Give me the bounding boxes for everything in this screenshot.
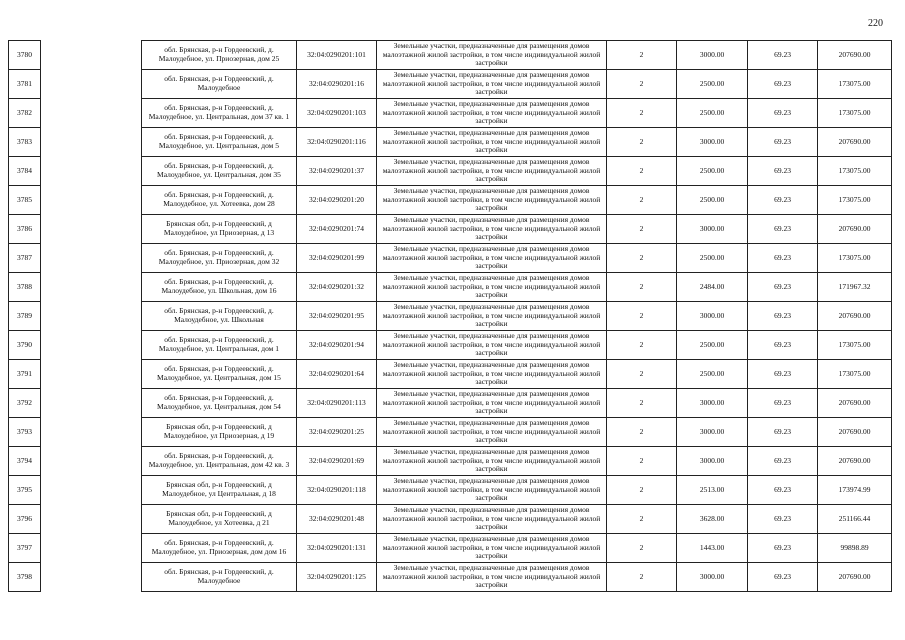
table-row	[9, 41, 892, 70]
group-cell: 2	[607, 70, 677, 99]
table-row	[9, 418, 892, 447]
specific-value-cell: 69.23	[748, 360, 818, 389]
cadastral-number-cell: 32:04:0290201:125	[297, 563, 377, 592]
address-cell: Брянская обл, р-н Гордеевский, д Малоудебное, ул Центральная, д 18	[142, 476, 297, 505]
blank-cell	[41, 505, 142, 534]
blank-cell	[41, 534, 142, 563]
group-cell: 2	[607, 360, 677, 389]
land-use-purpose-cell: Земельные участки, предназначенные для размещения домов малоэтажной жилой застройки, в том числе индивидуальной жилой застройки	[377, 331, 607, 360]
row-number-cell: 3780	[9, 41, 41, 70]
address-cell: обл. Брянская, р-н Гордеевский, д. Малоудебное, ул. Хотеевка, дом 28	[142, 186, 297, 215]
specific-value-cell: 69.23	[748, 331, 818, 360]
land-use-purpose-cell: Земельные участки, предназначенные для размещения домов малоэтажной жилой застройки, в том числе индивидуальной жилой застройки	[377, 418, 607, 447]
blank-cell	[41, 215, 142, 244]
cadastral-value-cell: 173075.00	[818, 157, 892, 186]
land-use-purpose-cell: Земельные участки, предназначенные для размещения домов малоэтажной жилой застройки, в том числе индивидуальной жилой застройки	[377, 41, 607, 70]
specific-value-cell: 69.23	[748, 505, 818, 534]
blank-cell	[41, 389, 142, 418]
address-cell: Брянская обл, р-н Гордеевский, д Малоудебное, ул Хотеевка, д 21	[142, 505, 297, 534]
land-registry-table	[8, 40, 892, 592]
address-cell: обл. Брянская, р-н Гордеевский, д. Малоудебное, ул. Центральная, дом 42 кв. 3	[142, 447, 297, 476]
table-row	[9, 447, 892, 476]
cadastral-value-cell: 171967.32	[818, 273, 892, 302]
group-cell: 2	[607, 215, 677, 244]
address-cell: обл. Брянская, р-н Гордеевский, д. Малоудебное, ул. Центральная, дом 5	[142, 128, 297, 157]
cadastral-number-cell: 32:04:0290201:48	[297, 505, 377, 534]
area-cell: 3628.00	[677, 505, 748, 534]
cadastral-number-cell: 32:04:0290201:101	[297, 41, 377, 70]
blank-cell	[41, 302, 142, 331]
land-use-purpose-cell: Земельные участки, предназначенные для размещения домов малоэтажной жилой застройки, в том числе индивидуальной жилой застройки	[377, 215, 607, 244]
specific-value-cell: 69.23	[748, 563, 818, 592]
cadastral-number-cell: 32:04:0290201:131	[297, 534, 377, 563]
cadastral-number-cell: 32:04:0290201:94	[297, 331, 377, 360]
specific-value-cell: 69.23	[748, 389, 818, 418]
cadastral-number-cell: 32:04:0290201:95	[297, 302, 377, 331]
cadastral-value-cell: 99898.89	[818, 534, 892, 563]
land-use-purpose-cell: Земельные участки, предназначенные для размещения домов малоэтажной жилой застройки, в том числе индивидуальной жилой застройки	[377, 99, 607, 128]
row-number-cell: 3789	[9, 302, 41, 331]
land-use-purpose-cell: Земельные участки, предназначенные для размещения домов малоэтажной жилой застройки, в том числе индивидуальной жилой застройки	[377, 186, 607, 215]
specific-value-cell: 69.23	[748, 418, 818, 447]
cadastral-value-cell: 173075.00	[818, 99, 892, 128]
area-cell: 2513.00	[677, 476, 748, 505]
group-cell: 2	[607, 534, 677, 563]
cadastral-number-cell: 32:04:0290201:118	[297, 476, 377, 505]
table-row	[9, 476, 892, 505]
area-cell: 3000.00	[677, 215, 748, 244]
specific-value-cell: 69.23	[748, 273, 818, 302]
area-cell: 2500.00	[677, 186, 748, 215]
blank-cell	[41, 41, 142, 70]
address-cell: обл. Брянская, р-н Гордеевский, д. Малоудебное, ул. Центральная, дом 1	[142, 331, 297, 360]
area-cell: 3000.00	[677, 389, 748, 418]
cadastral-number-cell: 32:04:0290201:25	[297, 418, 377, 447]
address-cell: обл. Брянская, р-н Гордеевский, д. Малоудебное, ул. Приозерная, дом дом 16	[142, 534, 297, 563]
group-cell: 2	[607, 244, 677, 273]
table-row	[9, 128, 892, 157]
specific-value-cell: 69.23	[748, 157, 818, 186]
area-cell: 2484.00	[677, 273, 748, 302]
cadastral-value-cell: 173075.00	[818, 70, 892, 99]
cadastral-value-cell: 207690.00	[818, 418, 892, 447]
cadastral-value-cell: 173075.00	[818, 360, 892, 389]
table-row	[9, 534, 892, 563]
blank-cell	[41, 273, 142, 302]
table-row	[9, 505, 892, 534]
cadastral-value-cell: 207690.00	[818, 563, 892, 592]
cadastral-number-cell: 32:04:0290201:32	[297, 273, 377, 302]
row-number-cell: 3791	[9, 360, 41, 389]
address-cell: Брянская обл, р-н Гордеевский, д Малоудебное, ул Приозерная, д 19	[142, 418, 297, 447]
row-number-cell: 3798	[9, 563, 41, 592]
address-cell: обл. Брянская, р-н Гордеевский, д. Малоудебное, ул. Центральная, дом 35	[142, 157, 297, 186]
specific-value-cell: 69.23	[748, 447, 818, 476]
specific-value-cell: 69.23	[748, 41, 818, 70]
land-use-purpose-cell: Земельные участки, предназначенные для размещения домов малоэтажной жилой застройки, в том числе индивидуальной жилой застройки	[377, 128, 607, 157]
table-row	[9, 563, 892, 592]
table-row	[9, 360, 892, 389]
cadastral-value-cell: 173075.00	[818, 186, 892, 215]
group-cell: 2	[607, 273, 677, 302]
table-row	[9, 244, 892, 273]
group-cell: 2	[607, 157, 677, 186]
cadastral-value-cell: 207690.00	[818, 389, 892, 418]
area-cell: 2500.00	[677, 99, 748, 128]
address-cell: обл. Брянская, р-н Гордеевский, д. Малоудебное, ул. Школьная	[142, 302, 297, 331]
land-use-purpose-cell: Земельные участки, предназначенные для размещения домов малоэтажной жилой застройки, в том числе индивидуальной жилой застройки	[377, 563, 607, 592]
area-cell: 2500.00	[677, 331, 748, 360]
blank-cell	[41, 418, 142, 447]
row-number-cell: 3785	[9, 186, 41, 215]
address-cell: обл. Брянская, р-н Гордеевский, д. Малоудебное, ул. Приозерная, дом 32	[142, 244, 297, 273]
row-number-cell: 3782	[9, 99, 41, 128]
group-cell: 2	[607, 563, 677, 592]
cadastral-value-cell: 207690.00	[818, 302, 892, 331]
specific-value-cell: 69.23	[748, 70, 818, 99]
specific-value-cell: 69.23	[748, 186, 818, 215]
address-cell: обл. Брянская, р-н Гордеевский, д. Малоудебное, ул. Школьная, дом 16	[142, 273, 297, 302]
specific-value-cell: 69.23	[748, 215, 818, 244]
blank-cell	[41, 447, 142, 476]
blank-cell	[41, 563, 142, 592]
cadastral-value-cell: 251166.44	[818, 505, 892, 534]
cadastral-value-cell: 173075.00	[818, 244, 892, 273]
group-cell: 2	[607, 505, 677, 534]
group-cell: 2	[607, 99, 677, 128]
area-cell: 3000.00	[677, 418, 748, 447]
table-row	[9, 157, 892, 186]
cadastral-value-cell: 173974.99	[818, 476, 892, 505]
group-cell: 2	[607, 389, 677, 418]
land-use-purpose-cell: Земельные участки, предназначенные для размещения домов малоэтажной жилой застройки, в том числе индивидуальной жилой застройки	[377, 244, 607, 273]
cadastral-number-cell: 32:04:0290201:99	[297, 244, 377, 273]
blank-cell	[41, 360, 142, 389]
blank-cell	[41, 331, 142, 360]
row-number-cell: 3784	[9, 157, 41, 186]
land-use-purpose-cell: Земельные участки, предназначенные для размещения домов малоэтажной жилой застройки, в том числе индивидуальной жилой застройки	[377, 505, 607, 534]
address-cell: обл. Брянская, р-н Гордеевский, д. Малоудебное	[142, 563, 297, 592]
cadastral-number-cell: 32:04:0290201:16	[297, 70, 377, 99]
page-number: 220	[868, 18, 883, 29]
area-cell: 3000.00	[677, 563, 748, 592]
group-cell: 2	[607, 418, 677, 447]
land-use-purpose-cell: Земельные участки, предназначенные для размещения домов малоэтажной жилой застройки, в том числе индивидуальной жилой застройки	[377, 157, 607, 186]
address-cell: Брянская обл, р-н Гордеевский, д Малоудебное, ул Приозерная, д 13	[142, 215, 297, 244]
table-row	[9, 389, 892, 418]
table-row	[9, 99, 892, 128]
cadastral-number-cell: 32:04:0290201:37	[297, 157, 377, 186]
land-use-purpose-cell: Земельные участки, предназначенные для размещения домов малоэтажной жилой застройки, в том числе индивидуальной жилой застройки	[377, 360, 607, 389]
area-cell: 3000.00	[677, 128, 748, 157]
group-cell: 2	[607, 447, 677, 476]
cadastral-value-cell: 207690.00	[818, 447, 892, 476]
row-number-cell: 3783	[9, 128, 41, 157]
group-cell: 2	[607, 41, 677, 70]
land-use-purpose-cell: Земельные участки, предназначенные для размещения домов малоэтажной жилой застройки, в том числе индивидуальной жилой застройки	[377, 534, 607, 563]
specific-value-cell: 69.23	[748, 99, 818, 128]
row-number-cell: 3792	[9, 389, 41, 418]
table-row	[9, 331, 892, 360]
cadastral-number-cell: 32:04:0290201:64	[297, 360, 377, 389]
cadastral-number-cell: 32:04:0290201:74	[297, 215, 377, 244]
blank-cell	[41, 70, 142, 99]
address-cell: обл. Брянская, р-н Гордеевский, д. Малоудебное, ул. Центральная, дом 15	[142, 360, 297, 389]
blank-cell	[41, 186, 142, 215]
row-number-cell: 3786	[9, 215, 41, 244]
specific-value-cell: 69.23	[748, 244, 818, 273]
group-cell: 2	[607, 128, 677, 157]
specific-value-cell: 69.23	[748, 128, 818, 157]
area-cell: 2500.00	[677, 244, 748, 273]
address-cell: обл. Брянская, р-н Гордеевский, д. Малоудебное	[142, 70, 297, 99]
area-cell: 1443.00	[677, 534, 748, 563]
table-row	[9, 302, 892, 331]
land-use-purpose-cell: Земельные участки, предназначенные для размещения домов малоэтажной жилой застройки, в том числе индивидуальной жилой застройки	[377, 476, 607, 505]
area-cell: 3000.00	[677, 447, 748, 476]
land-use-purpose-cell: Земельные участки, предназначенные для размещения домов малоэтажной жилой застройки, в том числе индивидуальной жилой застройки	[377, 273, 607, 302]
table-row	[9, 215, 892, 244]
table-row	[9, 70, 892, 99]
specific-value-cell: 69.23	[748, 534, 818, 563]
address-cell: обл. Брянская, р-н Гордеевский, д. Малоудебное, ул. Приозерная, дом 25	[142, 41, 297, 70]
land-use-purpose-cell: Земельные участки, предназначенные для размещения домов малоэтажной жилой застройки, в том числе индивидуальной жилой застройки	[377, 447, 607, 476]
blank-cell	[41, 99, 142, 128]
cadastral-value-cell: 207690.00	[818, 41, 892, 70]
land-use-purpose-cell: Земельные участки, предназначенные для размещения домов малоэтажной жилой застройки, в том числе индивидуальной жилой застройки	[377, 70, 607, 99]
cadastral-value-cell: 207690.00	[818, 215, 892, 244]
land-use-purpose-cell: Земельные участки, предназначенные для размещения домов малоэтажной жилой застройки, в том числе индивидуальной жилой застройки	[377, 389, 607, 418]
cadastral-value-cell: 207690.00	[818, 128, 892, 157]
group-cell: 2	[607, 186, 677, 215]
table-row	[9, 273, 892, 302]
cadastral-number-cell: 32:04:0290201:103	[297, 99, 377, 128]
row-number-cell: 3794	[9, 447, 41, 476]
address-cell: обл. Брянская, р-н Гордеевский, д. Малоудебное, ул. Центральная, дом 54	[142, 389, 297, 418]
row-number-cell: 3793	[9, 418, 41, 447]
cadastral-number-cell: 32:04:0290201:113	[297, 389, 377, 418]
address-cell: обл. Брянская, р-н Гордеевский, д. Малоудебное, ул. Центральная, дом 37 кв. 1	[142, 99, 297, 128]
area-cell: 2500.00	[677, 157, 748, 186]
row-number-cell: 3781	[9, 70, 41, 99]
area-cell: 2500.00	[677, 360, 748, 389]
cadastral-number-cell: 32:04:0290201:20	[297, 186, 377, 215]
cadastral-value-cell: 173075.00	[818, 331, 892, 360]
blank-cell	[41, 476, 142, 505]
blank-cell	[41, 157, 142, 186]
row-number-cell: 3797	[9, 534, 41, 563]
table-row	[9, 186, 892, 215]
specific-value-cell: 69.23	[748, 302, 818, 331]
row-number-cell: 3795	[9, 476, 41, 505]
group-cell: 2	[607, 331, 677, 360]
row-number-cell: 3788	[9, 273, 41, 302]
blank-cell	[41, 244, 142, 273]
group-cell: 2	[607, 476, 677, 505]
group-cell: 2	[607, 302, 677, 331]
land-use-purpose-cell: Земельные участки, предназначенные для размещения домов малоэтажной жилой застройки, в том числе индивидуальной жилой застройки	[377, 302, 607, 331]
cadastral-number-cell: 32:04:0290201:116	[297, 128, 377, 157]
area-cell: 2500.00	[677, 70, 748, 99]
row-number-cell: 3787	[9, 244, 41, 273]
specific-value-cell: 69.23	[748, 476, 818, 505]
row-number-cell: 3796	[9, 505, 41, 534]
area-cell: 3000.00	[677, 302, 748, 331]
row-number-cell: 3790	[9, 331, 41, 360]
cadastral-number-cell: 32:04:0290201:69	[297, 447, 377, 476]
blank-cell	[41, 128, 142, 157]
area-cell: 3000.00	[677, 41, 748, 70]
